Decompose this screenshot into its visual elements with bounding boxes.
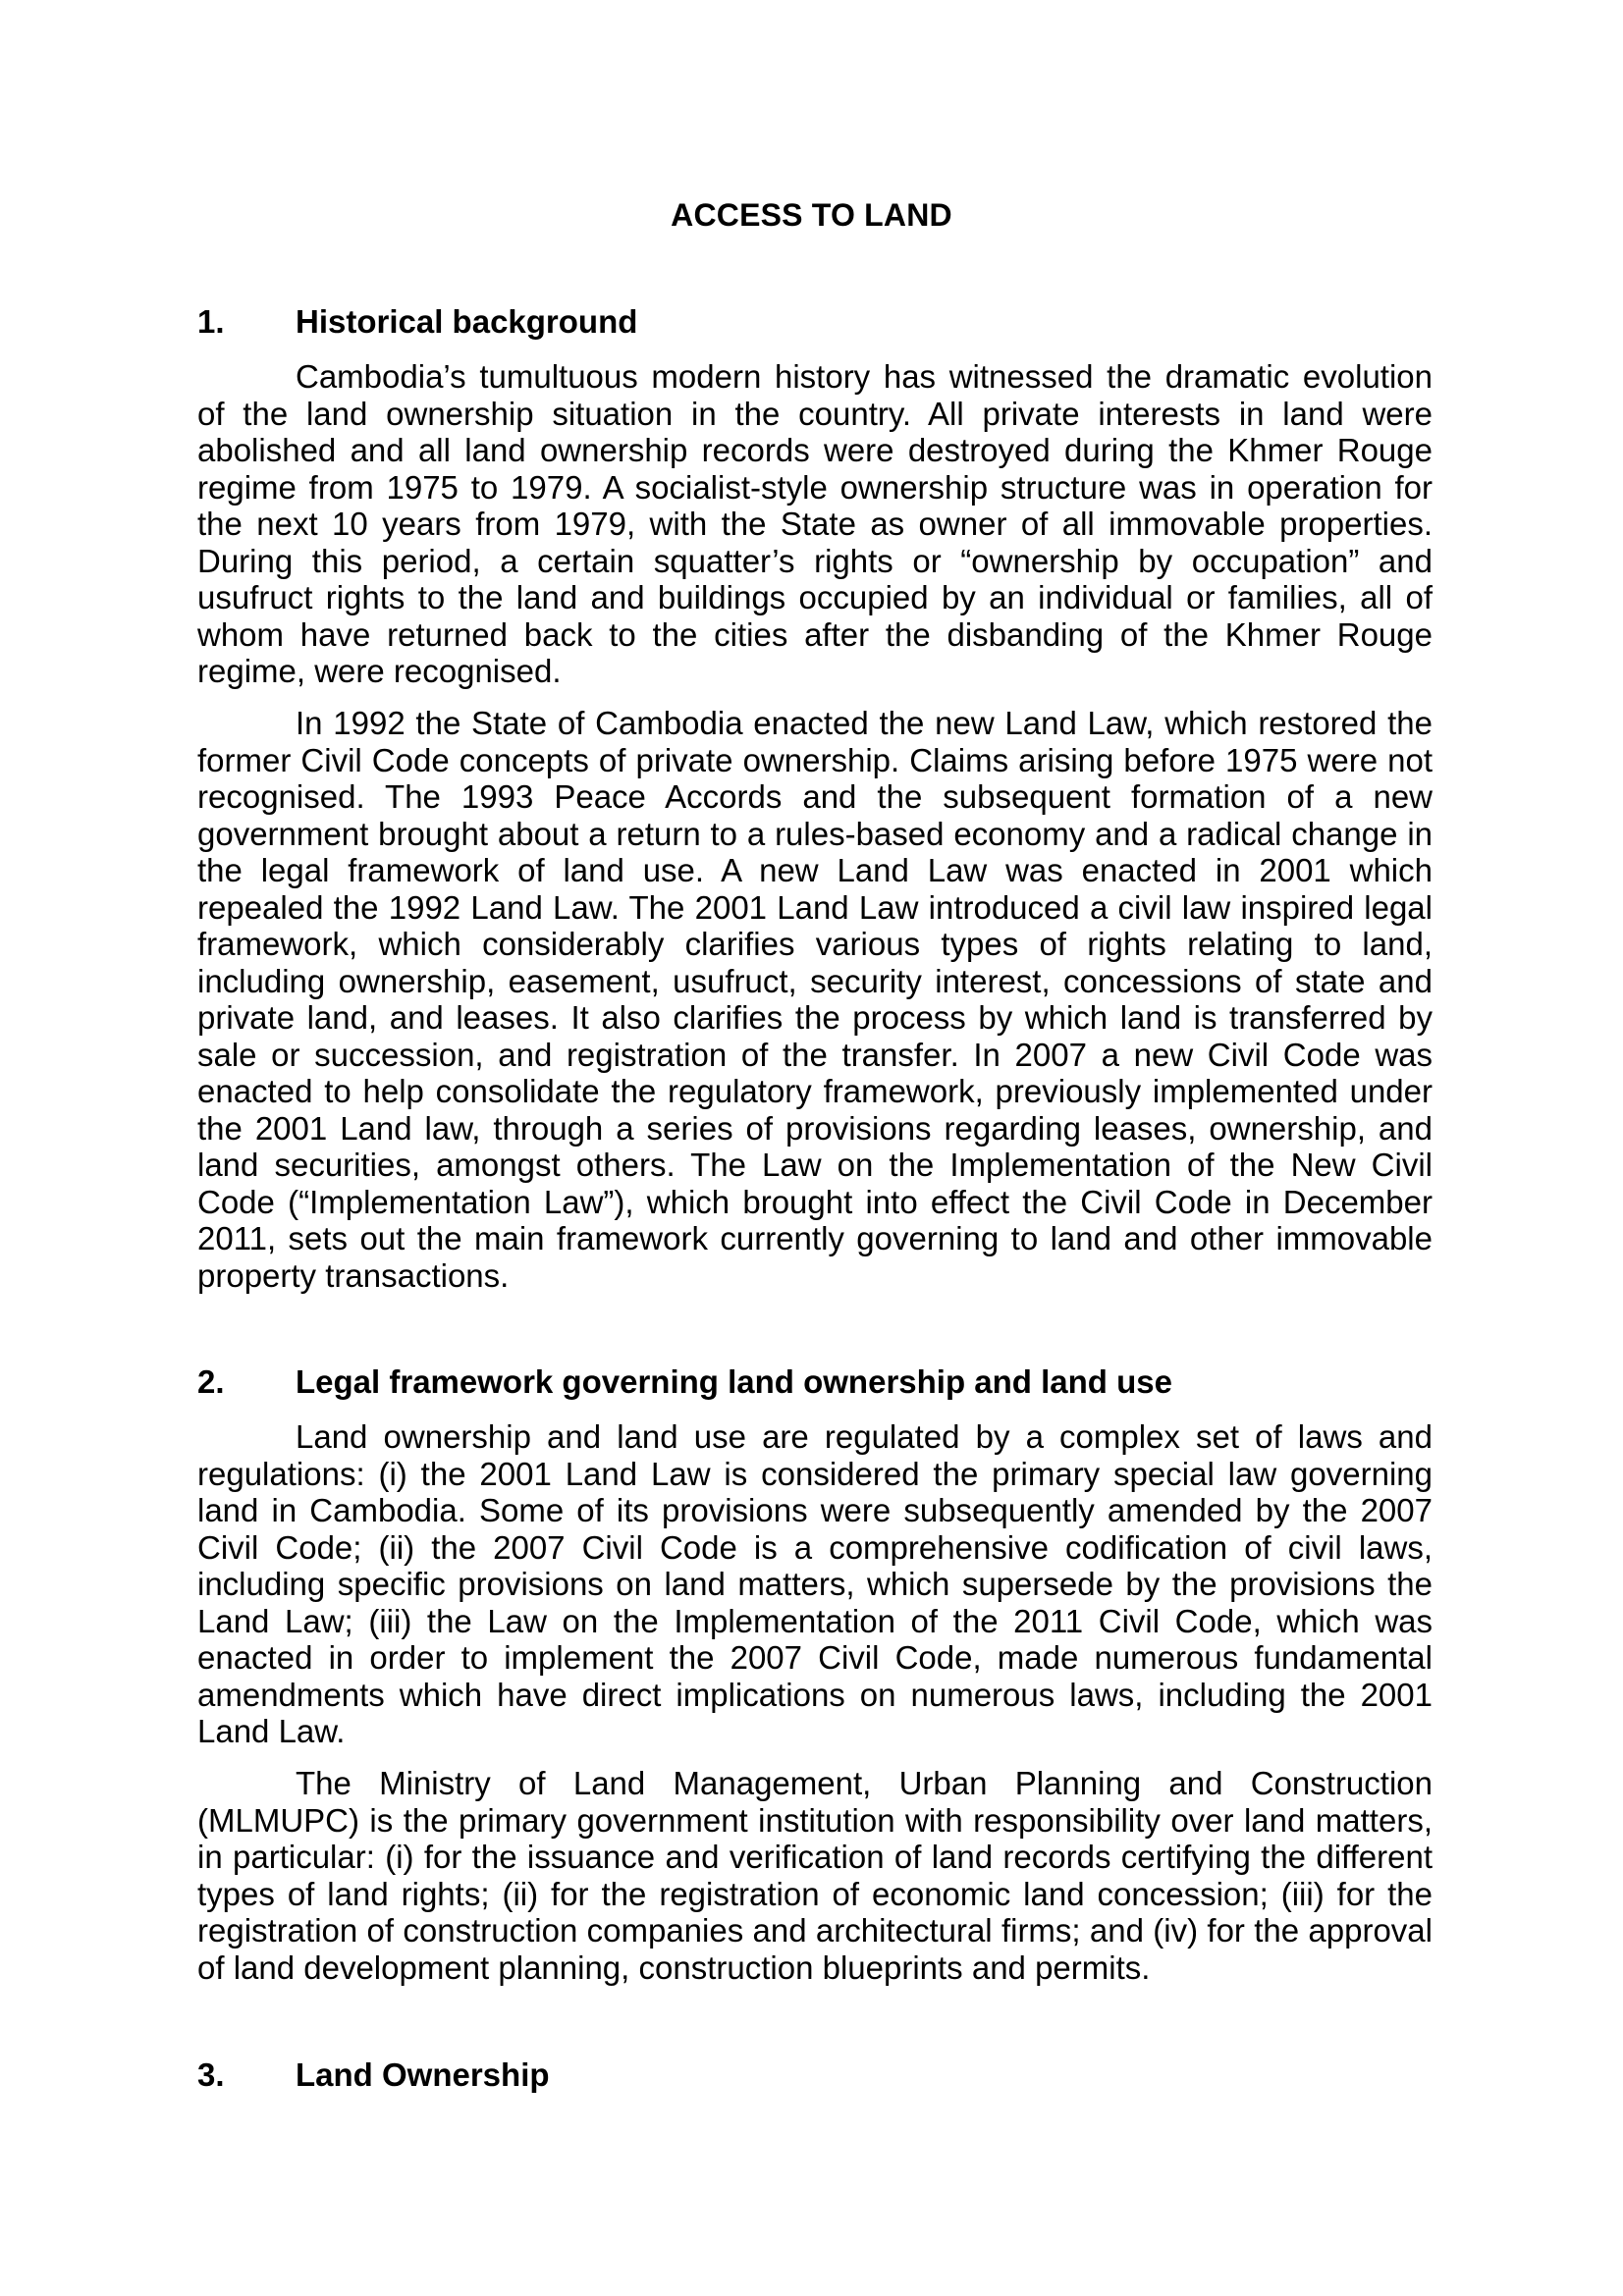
paragraph-legal-framework-1: Land ownership and land use are regulated by a complex set of laws and regulations: (i) the 2001 Land Law is considered the primary special law governing land in Cambodia. Some of its provisions were subsequently amended by the 2007 Civil Code; (ii) the 2007 Civil Code is a comprehensive codification of civil laws, including specific provisions on land matters, which supersede by the provisions the Land Law; (iii) the Law on the Implementation of the 2011 Civil Code, which was enacted in order to implement the 2007 Civil Code, made numerous fundamental amendments which have direct implications on numerous laws, including the 2001 Land Law. <box>197 1418 1433 1749</box>
section-heading-land-ownership <box>197 2056 1433 2095</box>
section-title: Legal framework governing land ownership and land use <box>296 1363 1172 1400</box>
paragraph-historical-background-1: Cambodia’s tumultuous modern history has witnessed the dramatic evolution of the land ownership situation in the country. All private interests in land were abolished and all land ownership records were destroyed during the Khmer Rouge regime from 1975 to 1979. A socialist-style ownership structure was in operation for the next 10 years from 1979, with the State as owner of all immovable properties. During this period, a certain squatter’s rights or “ownership by occupation” and usufruct rights to the land and buildings occupied by an individual or families, all of whom have returned back to the cities after the disbanding of the Khmer Rouge regime, were recognised. <box>197 358 1433 689</box>
document-title: ACCESS TO LAND <box>671 197 952 233</box>
section-number: 1. <box>197 303 225 340</box>
section-heading-historical-background <box>197 302 1433 342</box>
paragraph-historical-background-2: In 1992 the State of Cambodia enacted the new Land Law, which restored the former Civil Code concepts of private ownership. Claims arising before 1975 were not recognised. The 1993 Peace Accords and the subsequent formation of a new government brought about a return to a rules-based economy and a radical change in the legal framework of land use. A new Land Law was enacted in 2001 which repealed the 1992 Land Law. The 2001 Land Law introduced a civil law inspired legal framework, which considerably clarifies various types of rights relating to land, including ownership, easement, usufruct, security interest, concessions of state and private land, and leases. It also clarifies the process by which land is transferred by sale or succession, and registration of the transfer. In 2007 a new Civil Code was enacted to help consolidate the regulatory framework, previously implemented under the 2001 Land law, through a series of provisions regarding leases, ownership, and land securities, amongst others. The Law on the Implementation of the New Civil Code (“Implementation Law”), which brought into effect the Civil Code in December 2011, sets out the main framework currently governing to land and other immovable property transactions. <box>197 705 1433 1294</box>
section-title: Historical background <box>296 303 638 340</box>
section-heading-legal-framework <box>197 1362 1433 1402</box>
section-title: Land Ownership <box>296 2056 550 2093</box>
paragraph-legal-framework-2: The Ministry of Land Management, Urban Planning and Construction (MLMUPC) is the primary government institution with responsibility over land matters, in particular: (i) for the issuance and verification of land records certifying the different types of land rights; (ii) for the registration of economic land concession; (iii) for the registration of construction companies and architectural firms; and (iv) for the approval of land development planning, construction blueprints and permits. <box>197 1765 1433 1986</box>
section-number: 3. <box>197 2056 225 2093</box>
section-number: 2. <box>197 1363 225 1400</box>
